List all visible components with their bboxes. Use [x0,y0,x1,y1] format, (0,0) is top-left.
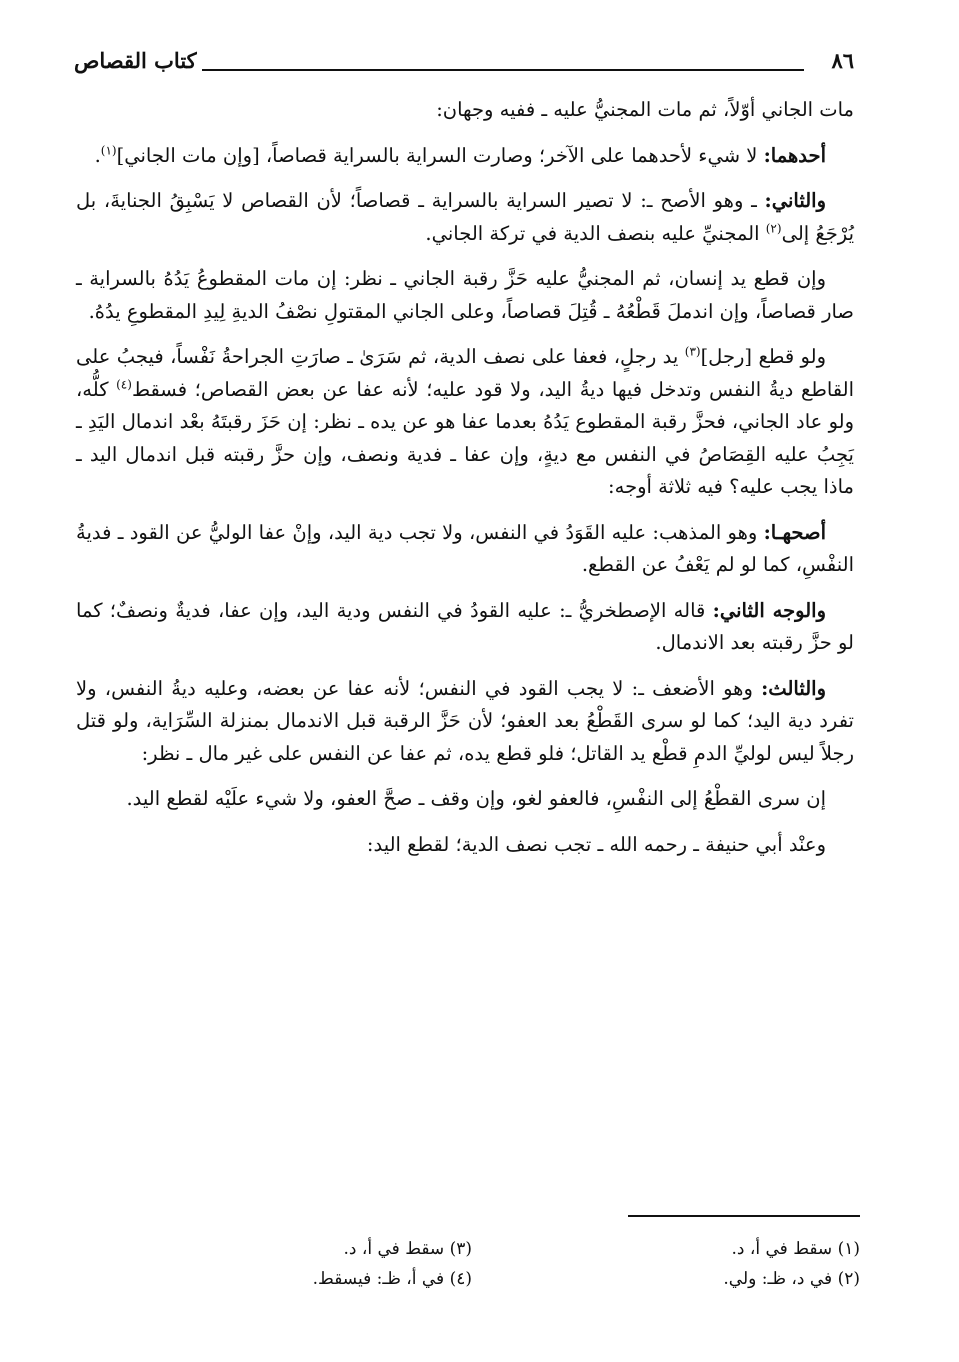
running-header [74,48,854,88]
paragraph-3 [76,185,854,250]
footnote-rule [628,1215,860,1217]
footnote-marker: (٣) [684,344,701,359]
paragraph-10 [76,829,854,862]
paragraph-9 [76,783,854,816]
paragraph-lead: والثاني: [764,189,826,212]
paragraph-text: وعنْد أبي حنيفة ـ رحمه الله ـ تجب نصف الدية؛ لقطع اليد: [366,832,826,856]
paragraph-text: مات الجاني أوّلاً، ثم مات المجنيُّ عليه ـ ففيه وجهان: [436,98,854,121]
paragraph-8 [76,673,854,771]
paragraph-text: وهو الأضعف ـ: لا يجب القود في النفس؛ لأنه عفا عن بعضه، وعليه ديةُ النفس، ولا تفرد دية اليد؛ كما لو سرى القَطْعُ بعد العفو؛ لأن حَزَّ الرقبة قبل الاندمال بمنزلة السِّرَاية، ولو قتل رجلاً ليس لوليِّ الدمِ قطْع يد القاتل؛ فلو قطع يده، ثم عفا عن النفس على غير مال ـ نظر: [76,676,854,765]
paragraph-6 [76,517,854,582]
paragraph-tail: . [94,143,101,167]
book-title: كتاب القصاص [74,48,197,73]
paragraph-5 [76,341,854,504]
paragraph-text: ولو قطع [رجل] [700,345,826,368]
footnote-3: (٣) سقط في أ، د. [343,1239,472,1259]
paragraph-1 [76,94,854,127]
paragraph-lead: والوجه الثاني: [712,598,826,622]
page-number: ٨٦ [831,48,854,73]
paragraph-text: لا شيء لأحدهما على الآخر؛ وصارت السراية بالسراية قصاصاً، [وإن مات الجاني] [116,143,764,167]
paragraph-tail: المجنيِّ عليه بنصف الدية في تركة الجاني. [425,221,766,245]
main-text [76,94,854,874]
footnote-2: (٢) في د، ظـ: ولي. [723,1269,860,1289]
header-rule [202,69,804,71]
footnote-column-left [212,1234,472,1294]
footnote-marker: (٤) [116,377,132,391]
paragraph-lead: أصحهـا: [763,520,826,544]
footnote-marker: (١) [100,143,117,157]
paragraph-lead: والثالث: [761,676,826,700]
footnote-4: (٤) في أ، ظـ: فيسقط. [312,1269,472,1289]
paragraph-text: وهو المذهب: عليه القَوَدُ في النفس، ولا تجب دية اليد، وإنْ عفا الوليُّ عن القود ـ فديةُ النفْسِ، كما لو لم يَعْفُ عن القطع. [76,520,854,576]
footnote-marker: (٢) [765,221,782,235]
paragraph-text: وإن قطع يد إنسان، ثم المجنيُّ عليه حَزَّ رقبة الجاني ـ نظر: إن مات المقطوعُ يَدُهُ بالسراية ـ صار قصاصاً، وإن اندملَ قَطْعُهُ ـ قُتِلَ قصاصاً، وعلى الجاني المقتولِ نصْفُ الديةِ لِيدِ المقطوعِ يدُهُ. [76,267,854,323]
paragraph-text-cont: يد رجلٍ، فعفا على نصف الدية، ثم سَرَىٰ ـ صارَتِ الجراحةُ نَفْساً، فيجبُ على القاطع ديةُ النفس وتدخل فيها ديةُ اليد، ولا قود عليه؛ لأنه عفا عن بعض القصاص؛ فسقط [76,345,855,401]
paragraph-lead: أحدهما: [763,143,826,167]
footnote-1: (١) سقط في أ، د. [731,1239,860,1259]
paragraph-tail: كلُّه، ولو عاد الجاني، فحزَّ رقبة المقطوع يَدُهُ بعدما عفا هو عن يده ـ نظر: إن حَزَ رقبتَهُ بعْد اندمال اليَدِ ـ يَجِبُ عليه القِصَاصُ في النفس مع ديةٍ، وإن عفا ـ فدية ونصف، وإن حزَّ رقبته قبل اندمال اليد ـ ماذا يجب عليه؟ فيه ثلاثة أوجه: [76,377,854,498]
paragraph-text: إن سرى القطْعُ إلى النفْسِ، فالعفو لغو، وإن وقف ـ صحَّ العفو، ولا شيء علَيْه لقطع اليد. [126,787,826,810]
paragraph-text: ـ وهو الأصح ـ: لا تصير السراية بالسراية ـ قصاصاً؛ لأن القصاص لا يَسْبِقُ الجنايةَ، بل يُرْجَعُ إلى [76,189,854,245]
paragraph-7 [76,595,854,660]
paragraph-2 [76,140,854,173]
paragraph-text: قاله الإصطخريُّ ـ: عليه القودُ في النفس ودية اليد، وإن عفا، فديةٌ ونصفٌ؛ كما لو حزَّ رقبته بعد الاندمال. [76,598,854,654]
paragraph-4 [76,263,854,328]
footnote-column-right [600,1234,860,1294]
